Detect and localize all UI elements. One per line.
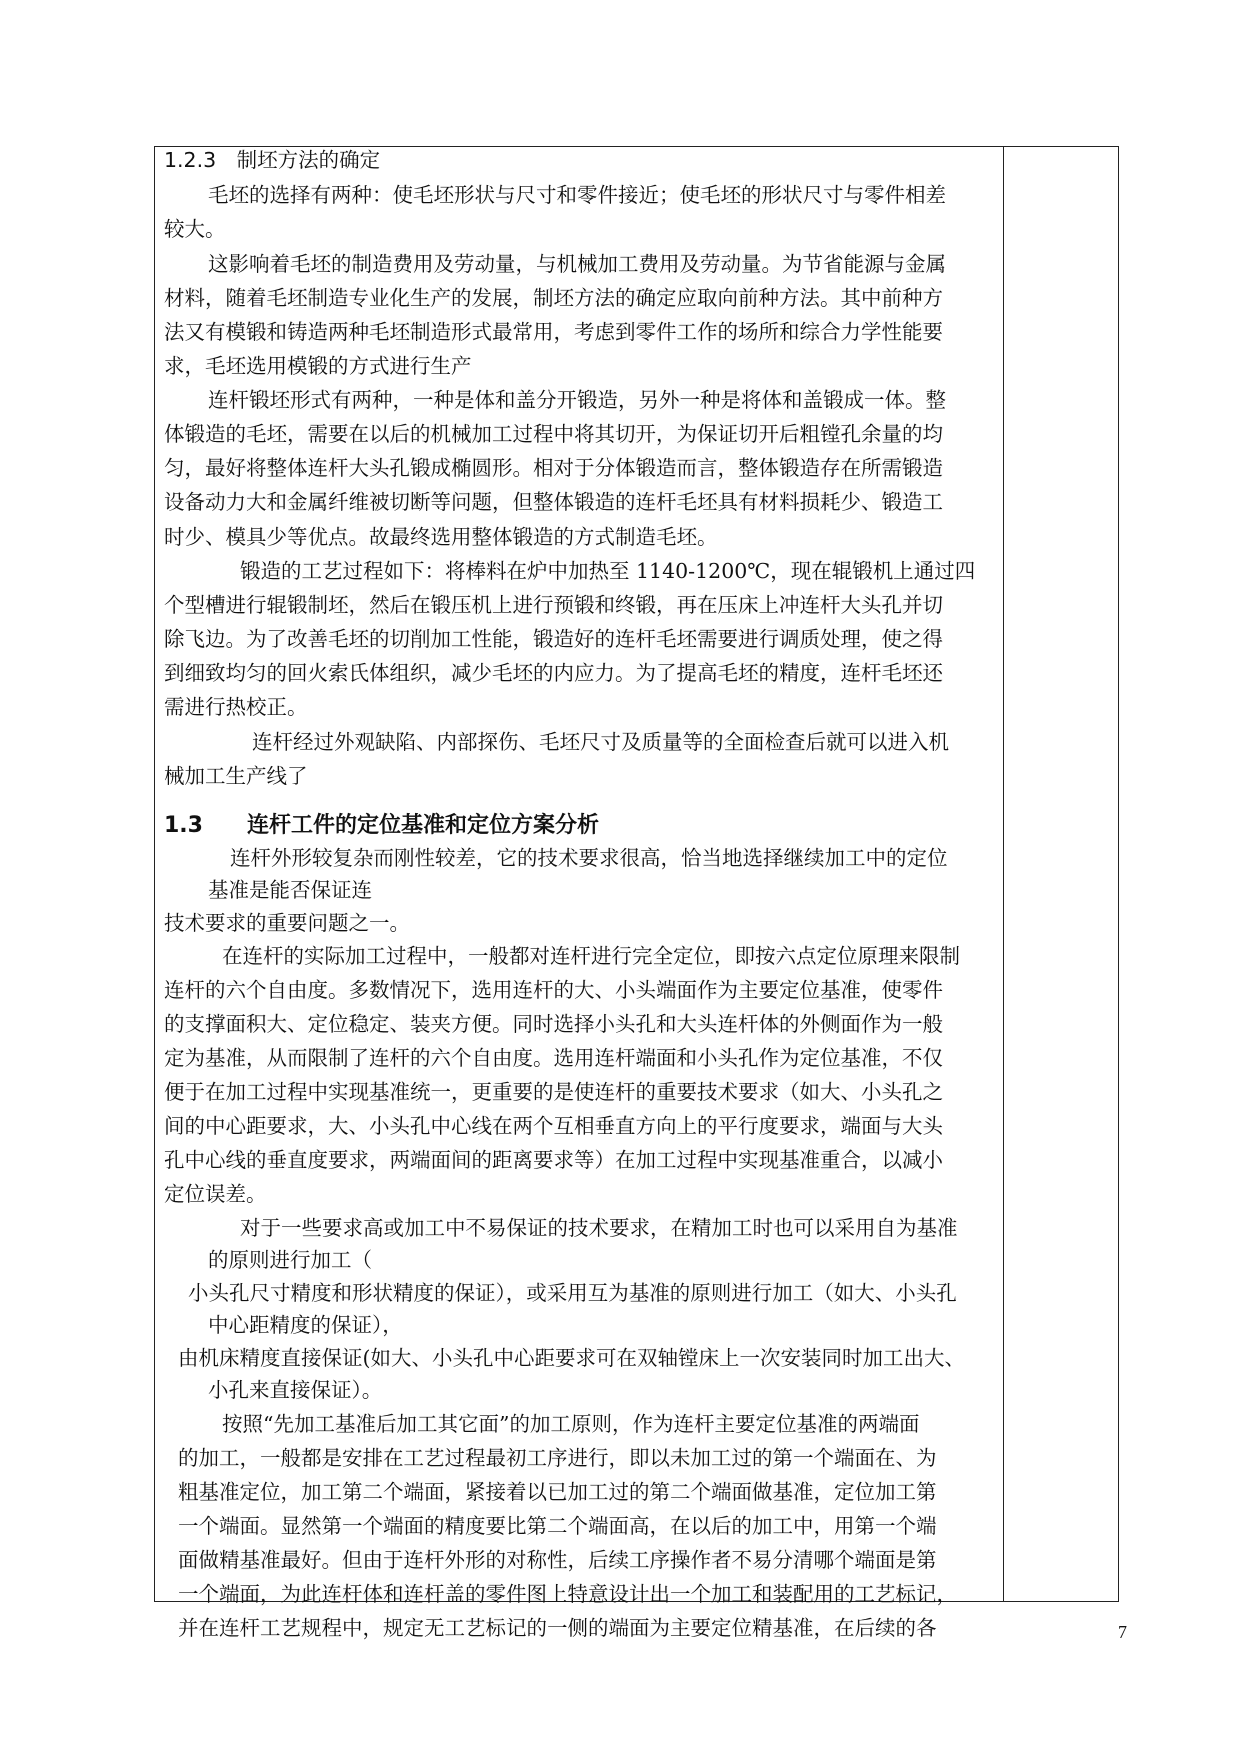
paragraph-line: 中心距精度的保证）， bbox=[208, 1313, 403, 1337]
paragraph-line: 械加工生产线了 bbox=[164, 764, 308, 788]
paragraph-line: 到细致均匀的回火索氏体组织，减少毛坯的内应力。为了提高毛坯的精度，连杆毛坯还 bbox=[164, 661, 943, 685]
paragraph-line: 间的中心距要求，大、小头孔中心线在两个互相垂直方向上的平行度要求，端面与大头 bbox=[164, 1114, 943, 1138]
paragraph-line: 便于在加工过程中实现基准统一，更重要的是使连杆的重要技术要求（如大、小头孔之 bbox=[164, 1080, 943, 1104]
paragraph-line: 时少、模具少等优点。故最终选用整体锻造的方式制造毛坯。 bbox=[164, 525, 718, 549]
paragraph-line: 小孔来直接保证）。 bbox=[208, 1378, 383, 1402]
paragraph-line: 面做精基准最好。但由于连杆外形的对称性，后续工序操作者不易分清哪个端面是第 bbox=[178, 1548, 937, 1572]
paragraph-line: 的支撑面积大、定位稳定、装夹方便。同时选择小头孔和大头连杆体的外侧面作为一般 bbox=[164, 1012, 943, 1036]
paragraph-line: 体锻造的毛坯，需要在以后的机械加工过程中将其切开，为保证切开后粗镗孔余量的均 bbox=[164, 422, 943, 446]
paragraph-line: 对于一些要求高或加工中不易保证的技术要求，在精加工时也可以采用自为基准 bbox=[240, 1216, 958, 1240]
paragraph-line: 连杆锻坯形式有两种，一种是体和盖分开锻造，另外一种是将体和盖锻成一体。整 bbox=[208, 388, 946, 412]
paragraph-line: 这影响着毛坯的制造费用及劳动量，与机械加工费用及劳动量。为节省能源与金属 bbox=[208, 252, 946, 276]
paragraph-line: 连杆外形较复杂而刚性较差，它的技术要求很高，恰当地选择继续加工中的定位 bbox=[230, 846, 948, 870]
paragraph-line: 的加工，一般都是安排在工艺过程最初工序进行，即以未加工过的第一个端面在、为 bbox=[178, 1446, 937, 1470]
paragraph-line: 较大。 bbox=[164, 217, 226, 241]
paragraph-line: 毛坯的选择有两种：使毛坯形状与尺寸和零件接近；使毛坯的形状尺寸与零件相差 bbox=[208, 183, 946, 207]
paragraph-line: 小头孔尺寸精度和形状精度的保证），或采用互为基准的原则进行加工（如大、小头孔 bbox=[188, 1281, 957, 1305]
paragraph-line: 按照“先加工基准后加工其它面”的加工原则，作为连杆主要定位基准的两端面 bbox=[222, 1412, 920, 1436]
page-number: 7 bbox=[1118, 1622, 1127, 1642]
paragraph-line: 材料，随着毛坯制造专业化生产的发展，制坯方法的确定应取向前种方法。其中前种方 bbox=[164, 286, 943, 310]
paragraph-line: 在连杆的实际加工过程中，一般都对连杆进行完全定位，即按六点定位原理来限制 bbox=[222, 944, 960, 968]
paragraph-line: 由机床精度直接保证(如大、小头孔中心距要求可在双轴镗床上一次安装同时加工出大、 bbox=[178, 1346, 965, 1370]
section-heading-1-3: 1.3 连杆工件的定位基准和定位方案分析 bbox=[164, 813, 599, 838]
paragraph-line: 孔中心线的垂直度要求，两端面间的距离要求等）在加工过程中实现基准重合，以减小 bbox=[164, 1148, 943, 1172]
paragraph-line: 需进行热校正。 bbox=[164, 695, 308, 719]
paragraph-line: 定位误差。 bbox=[164, 1182, 267, 1206]
paragraph-line: 一个端面，为此连杆体和连杆盖的零件图上特意设计出一个加工和装配用的工艺标记， bbox=[178, 1582, 957, 1606]
paragraph-line: 个型槽进行辊锻制坯，然后在锻压机上进行预锻和终锻，再在压床上冲连杆大头孔并切 bbox=[164, 593, 943, 617]
paragraph-line: 并在连杆工艺规程中，规定无工艺标记的一侧的端面为主要定位精基准，在后续的各 bbox=[178, 1616, 937, 1640]
paragraph-line: 一个端面。显然第一个端面的精度要比第二个端面高，在以后的加工中，用第一个端 bbox=[178, 1514, 937, 1538]
paragraph-line: 粗基准定位，加工第二个端面，紧接着以已加工过的第二个端面做基准，定位加工第 bbox=[178, 1480, 937, 1504]
table-column-divider bbox=[1003, 146, 1004, 1602]
paragraph-line: 锻造的工艺过程如下：将棒料在炉中加热至 1140-1200℃，现在辊锻机上通过四 bbox=[240, 559, 976, 583]
paragraph-line: 技术要求的重要问题之一。 bbox=[164, 911, 410, 935]
section-heading-1-2-3: 1.2.3 制坯方法的确定 bbox=[164, 148, 381, 172]
paragraph-line: 连杆的六个自由度。多数情况下，选用连杆的大、小头端面作为主要定位基准，使零件 bbox=[164, 978, 943, 1002]
paragraph-line: 定为基准，从而限制了连杆的六个自由度。选用连杆端面和小头孔作为定位基准，不仅 bbox=[164, 1046, 943, 1070]
paragraph-line: 的原则进行加工（ bbox=[208, 1248, 372, 1272]
paragraph-line: 匀，最好将整体连杆大头孔锻成椭圆形。相对于分体锻造而言，整体锻造存在所需锻造 bbox=[164, 456, 943, 480]
paragraph-line: 基准是能否保证连 bbox=[208, 878, 372, 902]
paragraph-line: 除飞边。为了改善毛坯的切削加工性能，锻造好的连杆毛坯需要进行调质处理，使之得 bbox=[164, 627, 943, 651]
paragraph-line: 设备动力大和金属纤维被切断等问题，但整体锻造的连杆毛坯具有材料损耗少、锻造工 bbox=[164, 490, 943, 514]
paragraph-line: 求，毛坯选用模锻的方式进行生产 bbox=[164, 354, 472, 378]
paragraph-line: 连杆经过外观缺陷、内部探伤、毛坯尺寸及质量等的全面检查后就可以进入机 bbox=[252, 730, 949, 754]
paragraph-line: 法又有模锻和铸造两种毛坯制造形式最常用，考虑到零件工作的场所和综合力学性能要 bbox=[164, 320, 943, 344]
